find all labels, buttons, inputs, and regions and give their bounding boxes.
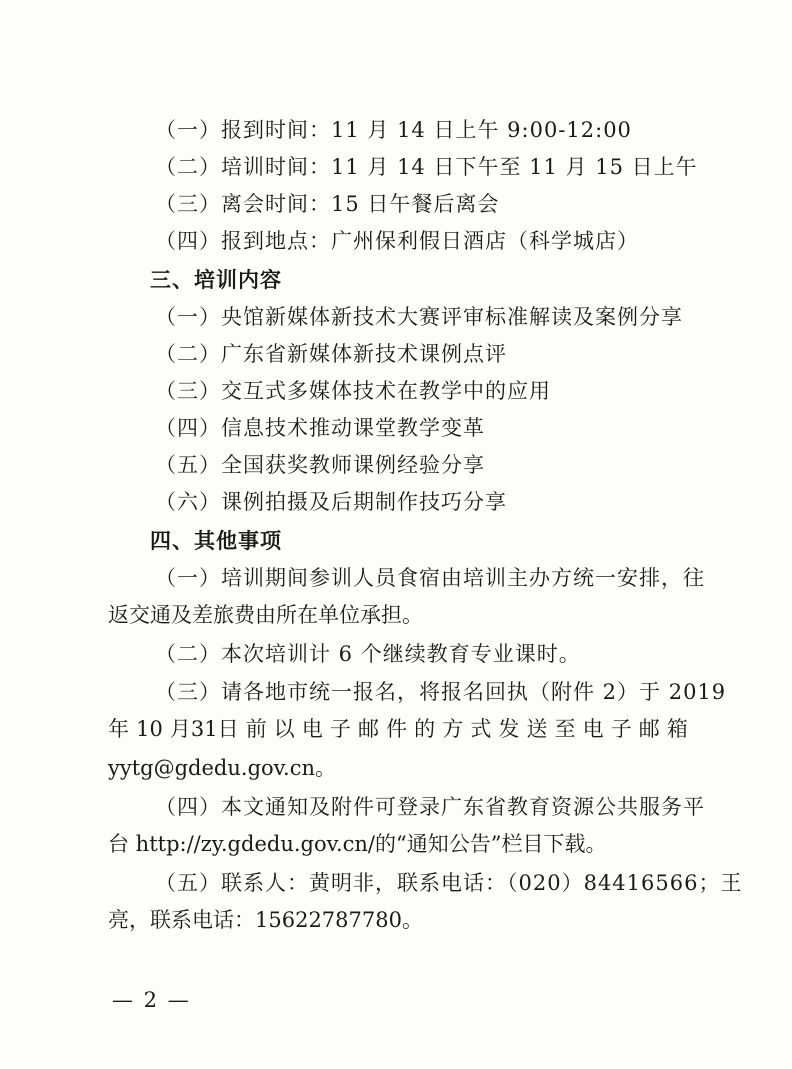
text-fragment: 方: [442, 717, 464, 741]
text-fragment: 电: [582, 717, 604, 741]
text-fragment: 子: [329, 717, 351, 741]
content-item-5: （五）全国获奖教师课例经验分享: [155, 453, 485, 477]
text-fragment: 子: [610, 717, 632, 741]
other-item-3-line-1: （三）请各地市统一报名，将报名回执（附件 2）于 2019: [155, 680, 727, 704]
other-item-1-line-2: 返交通及差旅费由所在单位承担。: [108, 603, 423, 627]
report-location-line: （四）报到地点：广州保利假日酒店（科学城店）: [155, 229, 639, 253]
section-heading-training-content: 三、培训内容: [150, 268, 282, 292]
text-fragment: 月31日: [169, 717, 239, 741]
text-fragment: 前: [245, 717, 267, 741]
text-fragment: 箱: [666, 717, 688, 741]
other-item-5-line-1: （五）联系人：黄明非，联系电话：（020）84416566；王: [155, 871, 743, 895]
other-item-4-line-1: （四）本文通知及附件可登录广东省教育资源公共服务平: [155, 795, 705, 819]
email-address-line: yytg@gdedu.gov.cn。: [108, 756, 336, 780]
other-item-3-line-2: [108, 714, 688, 744]
departure-time-line: （三）离会时间：15 日午餐后离会: [155, 192, 500, 216]
other-item-5-line-2: 亮，联系电话：15622787780。: [108, 908, 423, 932]
text-fragment: 邮: [358, 717, 380, 741]
text-fragment: 件: [386, 717, 408, 741]
text-fragment: 式: [470, 717, 492, 741]
other-item-2: （二）本次培训计 6 个继续教育专业课时。: [155, 642, 581, 666]
page-number: — 2 —: [112, 988, 191, 1012]
text-fragment: 电: [301, 717, 323, 741]
text-fragment: 年: [108, 717, 129, 741]
text-fragment: 发: [498, 717, 520, 741]
text-fragment: 送: [526, 717, 548, 741]
text-fragment: 的: [414, 717, 436, 741]
section-heading-other-matters: 四、其他事项: [150, 529, 282, 553]
text-fragment: 10: [136, 717, 163, 741]
content-item-6: （六）课例拍摄及后期制作技巧分享: [155, 490, 507, 514]
text-fragment: 邮: [638, 717, 660, 741]
other-item-4-line-2: 台 http://zy.gdedu.gov.cn/的“通知公告”栏目下载。: [108, 832, 607, 856]
text-fragment: 以: [273, 717, 295, 741]
content-item-4: （四）信息技术推动课堂教学变革: [155, 416, 485, 440]
other-item-1-line-1: （一）培训期间参训人员食宿由培训主办方统一安排，往: [155, 566, 705, 590]
training-time-line: （二）培训时间：11 月 14 日下午至 11 月 15 日上午: [155, 155, 698, 179]
content-item-1: （一）央馆新媒体新技术大赛评审标准解读及案例分享: [155, 305, 683, 329]
text-fragment: 至: [554, 717, 576, 741]
report-time-line: （一）报到时间：11 月 14 日上午 9:00-12:00: [155, 118, 632, 142]
content-item-2: （二）广东省新媒体新技术课例点评: [155, 342, 507, 366]
content-item-3: （三）交互式多媒体技术在教学中的应用: [155, 379, 551, 403]
